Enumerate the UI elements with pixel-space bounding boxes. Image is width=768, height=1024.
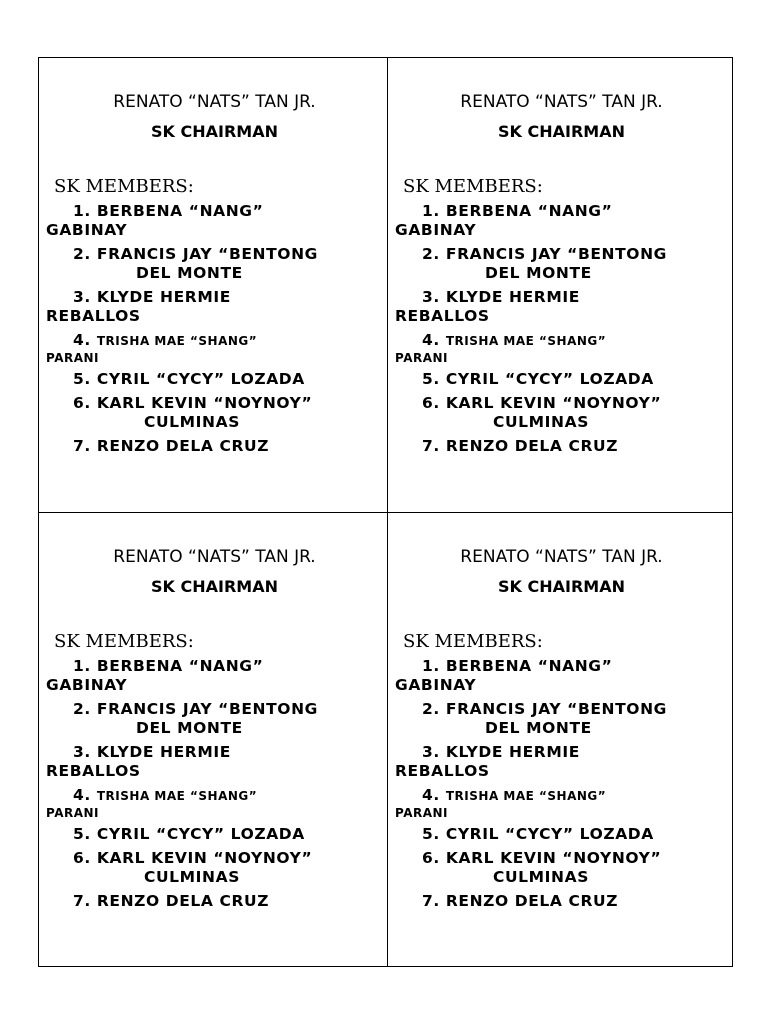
member-item: 3. KLYDE HERMIE REBALLOS — [46, 288, 231, 325]
members-heading: SK MEMBERS: — [54, 631, 194, 652]
member-item: 5. CYRIL “CYCY” LOZADA — [73, 825, 305, 843]
chairman-name: RENATO “NATS” TAN JR. — [113, 547, 316, 567]
member-item: 2. FRANCIS JAY “BENTONG DEL MONTE — [73, 245, 318, 282]
member-item: 2. FRANCIS JAY “BENTONG DEL MONTE — [422, 245, 667, 282]
member-item: 7. RENZO DELA CRUZ — [73, 892, 270, 910]
members-heading: SK MEMBERS: — [403, 176, 543, 197]
member-item: 2. FRANCIS JAY “BENTONG DEL MONTE — [73, 700, 318, 737]
card-grid — [38, 57, 733, 967]
member-item: 5. CYRIL “CYCY” LOZADA — [422, 370, 654, 388]
member-item: 4. TRISHA MAE “SHANG” PARANI — [395, 786, 607, 820]
member-item: 7. RENZO DELA CRUZ — [73, 437, 270, 455]
member-item: 5. CYRIL “CYCY” LOZADA — [73, 370, 305, 388]
member-item: 4. TRISHA MAE “SHANG” PARANI — [46, 786, 258, 820]
member-item: 1. BERBENA “NANG” GABINAY — [46, 202, 264, 239]
chairman-name: RENATO “NATS” TAN JR. — [460, 92, 663, 112]
chairman-name: RENATO “NATS” TAN JR. — [113, 92, 316, 112]
member-item: 4. TRISHA MAE “SHANG” PARANI — [46, 331, 258, 365]
member-item: 1. BERBENA “NANG” GABINAY — [395, 202, 613, 239]
member-item: 6. KARL KEVIN “NOYNOY” CULMINAS — [73, 849, 313, 886]
chairman-title: SK CHAIRMAN — [151, 122, 278, 141]
member-item: 1. BERBENA “NANG” GABINAY — [46, 657, 264, 694]
member-item: 2. FRANCIS JAY “BENTONG DEL MONTE — [422, 700, 667, 737]
member-item: 3. KLYDE HERMIE REBALLOS — [46, 743, 231, 780]
member-item: 4. TRISHA MAE “SHANG” PARANI — [395, 331, 607, 365]
chairman-name: RENATO “NATS” TAN JR. — [460, 547, 663, 567]
chairman-title: SK CHAIRMAN — [498, 122, 625, 141]
officer-card — [39, 58, 388, 513]
member-item: 1. BERBENA “NANG” GABINAY — [395, 657, 613, 694]
members-list — [46, 202, 383, 461]
members-heading: SK MEMBERS: — [54, 176, 194, 197]
members-list — [46, 657, 383, 916]
members-list — [395, 202, 728, 461]
member-item: 3. KLYDE HERMIE REBALLOS — [395, 288, 580, 325]
officer-card — [388, 513, 732, 966]
member-item: 6. KARL KEVIN “NOYNOY” CULMINAS — [422, 394, 662, 431]
member-item: 5. CYRIL “CYCY” LOZADA — [422, 825, 654, 843]
member-item: 6. KARL KEVIN “NOYNOY” CULMINAS — [73, 394, 313, 431]
member-item: 7. RENZO DELA CRUZ — [422, 437, 619, 455]
members-heading: SK MEMBERS: — [403, 631, 543, 652]
member-item: 7. RENZO DELA CRUZ — [422, 892, 619, 910]
chairman-title: SK CHAIRMAN — [498, 577, 625, 596]
officer-card — [388, 58, 732, 513]
member-item: 6. KARL KEVIN “NOYNOY” CULMINAS — [422, 849, 662, 886]
officer-card — [39, 513, 388, 966]
members-list — [395, 657, 728, 916]
chairman-title: SK CHAIRMAN — [151, 577, 278, 596]
member-item: 3. KLYDE HERMIE REBALLOS — [395, 743, 580, 780]
